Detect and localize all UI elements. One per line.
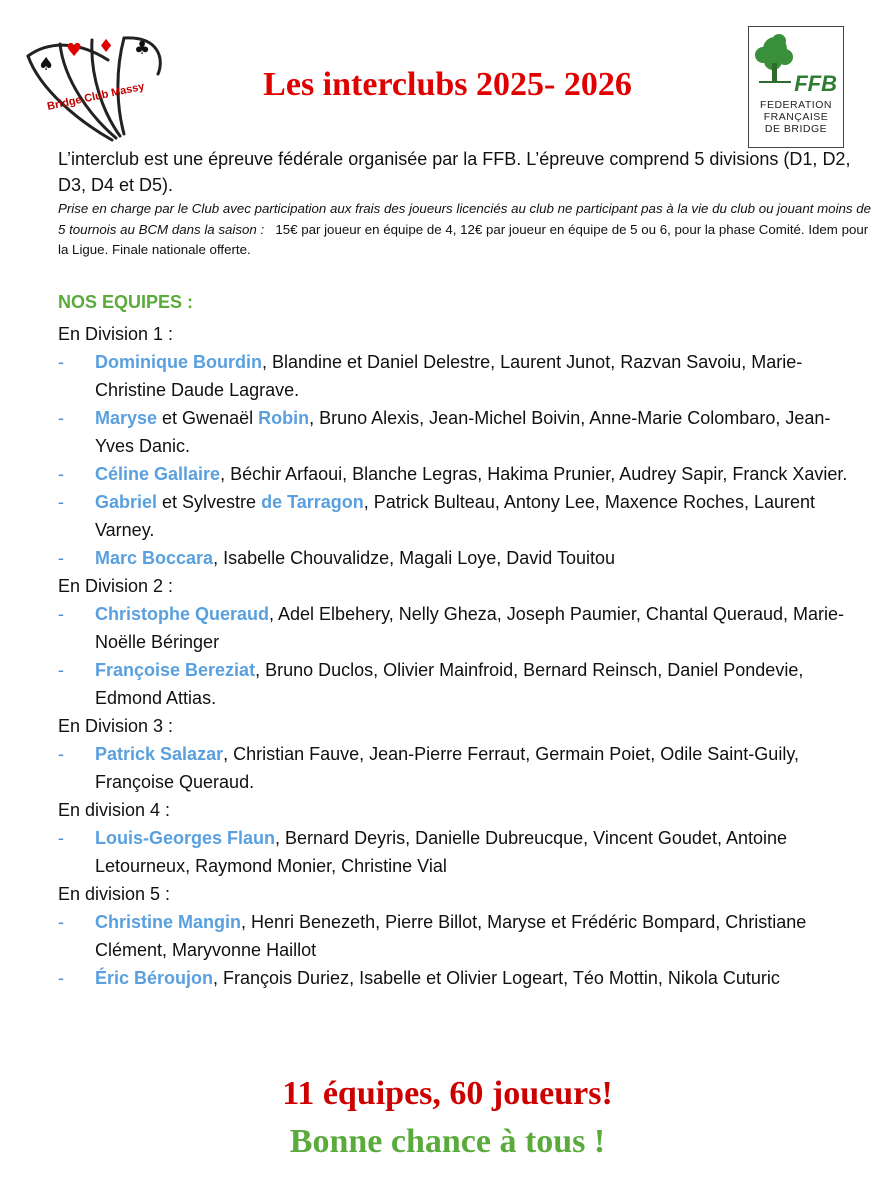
ffb-brand-text: FFB xyxy=(794,71,837,96)
team-members: , Henri Benezeth, Pierre Billot, Maryse et Frédéric Bompard, Christiane Clément, Maryvonne Haillot xyxy=(95,912,807,960)
division-label: En Division 1 : xyxy=(58,324,174,344)
team-entry xyxy=(58,740,868,796)
teams-heading: NOS EQUIPES : xyxy=(58,292,194,312)
team-captain: Gabriel xyxy=(95,492,158,512)
list-dash: - xyxy=(58,828,64,848)
team-entry xyxy=(58,404,868,460)
team-members: , Bruno Alexis, Jean-Michel Boivin, Anne-Marie Colombaro, Jean-Yves Danic. xyxy=(95,408,831,456)
list-dash: - xyxy=(58,604,64,624)
team-captain: de Tarragon xyxy=(261,492,364,512)
division-label: En division 5 : xyxy=(58,884,171,904)
team-captain: Louis-Georges Flaun xyxy=(95,828,276,848)
team-captain: Françoise Bereziat xyxy=(95,660,256,680)
division-label: En Division 3 : xyxy=(58,716,174,736)
team-entry xyxy=(58,348,868,404)
good-luck-line: Bonne chance à tous ! xyxy=(289,1123,606,1160)
team-captain: Éric Béroujon xyxy=(95,968,214,988)
team-members: et Sylvestre xyxy=(157,492,262,512)
team-members: , Adel Elbehery, Nelly Gheza, Joseph Paumier, Chantal Queraud, Marie-Noëlle Béringer xyxy=(95,604,844,652)
list-dash: - xyxy=(58,912,64,932)
list-dash: - xyxy=(58,492,64,512)
club-logo-text: Bridge Club Massy xyxy=(46,80,146,113)
team-entry xyxy=(58,460,868,488)
team-members: et Gwenaël xyxy=(157,408,259,428)
team-captain: Patrick Salazar xyxy=(95,744,224,764)
team-members: , Béchir Arfaoui, Blanche Legras, Hakima Prunier, Audrey Sapir, Franck Xavier. xyxy=(220,464,848,484)
team-captain: Robin xyxy=(258,408,310,428)
team-members: , Blandine et Daniel Delestre, Laurent Junot, Razvan Savoiu, Marie-Christine Daude Lagrave. xyxy=(95,352,803,400)
team-captain: Christophe Queraud xyxy=(95,604,270,624)
svg-text:♠: ♠ xyxy=(38,54,55,75)
list-dash: - xyxy=(58,464,64,484)
team-members: , Christian Fauve, Jean-Pierre Ferraut, Germain Poiet, Odile Saint-Guily, Françoise Queraud. xyxy=(95,744,799,792)
team-captain: Marc Boccara xyxy=(95,548,214,568)
page-title: Les interclubs 2025- 2026 xyxy=(263,66,632,103)
list-dash: - xyxy=(58,548,64,568)
ffb-logo xyxy=(748,26,844,148)
ffb-line1: FEDERATION xyxy=(760,99,832,111)
list-dash: - xyxy=(58,660,64,680)
team-entry xyxy=(58,824,868,880)
intro-paragraph: L’interclub est une épreuve fédérale organisée par la FFB. L’épreuve comprend 5 divisions (D1, D2, D3, D4 et D5). xyxy=(58,149,851,195)
team-entry xyxy=(58,908,868,964)
team-entry xyxy=(58,488,868,544)
funding-note-amounts: 15€ par joueur en équipe de 4, 12€ par joueur en équipe de 5 ou 6, pour la phase Comité. Idem pour la Ligue. Finale nationale offerte. xyxy=(58,221,869,257)
team-captain: Dominique Bourdin xyxy=(95,352,262,372)
list-dash: - xyxy=(58,352,64,372)
team-captain: Christine Mangin xyxy=(95,912,242,932)
svg-text:♥: ♥ xyxy=(66,40,83,61)
funding-note xyxy=(58,199,873,261)
list-dash: - xyxy=(58,408,64,428)
list-dash: - xyxy=(58,744,64,764)
team-members: , Bernard Deyris, Danielle Dubreucque, Vincent Goudet, Antoine Letourneux, Raymond Monier, Christine Vial xyxy=(95,828,788,876)
team-entry xyxy=(58,964,868,992)
summary-line: 11 équipes, 60 joueurs! xyxy=(282,1075,613,1112)
division-label: En Division 2 : xyxy=(58,576,174,596)
team-entry xyxy=(58,656,868,712)
ffb-line2: FRANÇAISE xyxy=(763,111,829,123)
team-entry xyxy=(58,600,868,656)
ffb-line3: DE BRIDGE xyxy=(764,123,828,135)
list-dash: - xyxy=(58,968,64,988)
funding-note-italic: Prise en charge par le Club avec participation aux frais des joueurs licenciés au club ne participant pas à la vie du club ou jouant moins de 5 tournois au BCM dans la saison : xyxy=(58,201,872,237)
team-captain: Maryse xyxy=(95,408,158,428)
svg-text:♦: ♦ xyxy=(98,36,115,57)
team-members: , Isabelle Chouvalidze, Magali Loye, David Touitou xyxy=(213,548,615,568)
team-captain: Céline Gallaire xyxy=(95,464,221,484)
division-label: En division 4 : xyxy=(58,800,171,820)
team-members: , Patrick Bulteau, Antony Lee, Maxence Roches, Laurent Varney. xyxy=(95,492,816,540)
teams-list xyxy=(58,320,868,992)
team-entry xyxy=(58,544,868,572)
team-members: , Bruno Duclos, Olivier Mainfroid, Bernard Reinsch, Daniel Pondevie, Edmond Attias. xyxy=(95,660,804,708)
team-members: , François Duriez, Isabelle et Olivier Logeart, Téo Mottin, Nikola Cuturic xyxy=(213,968,780,988)
svg-text:♣: ♣ xyxy=(134,38,151,59)
